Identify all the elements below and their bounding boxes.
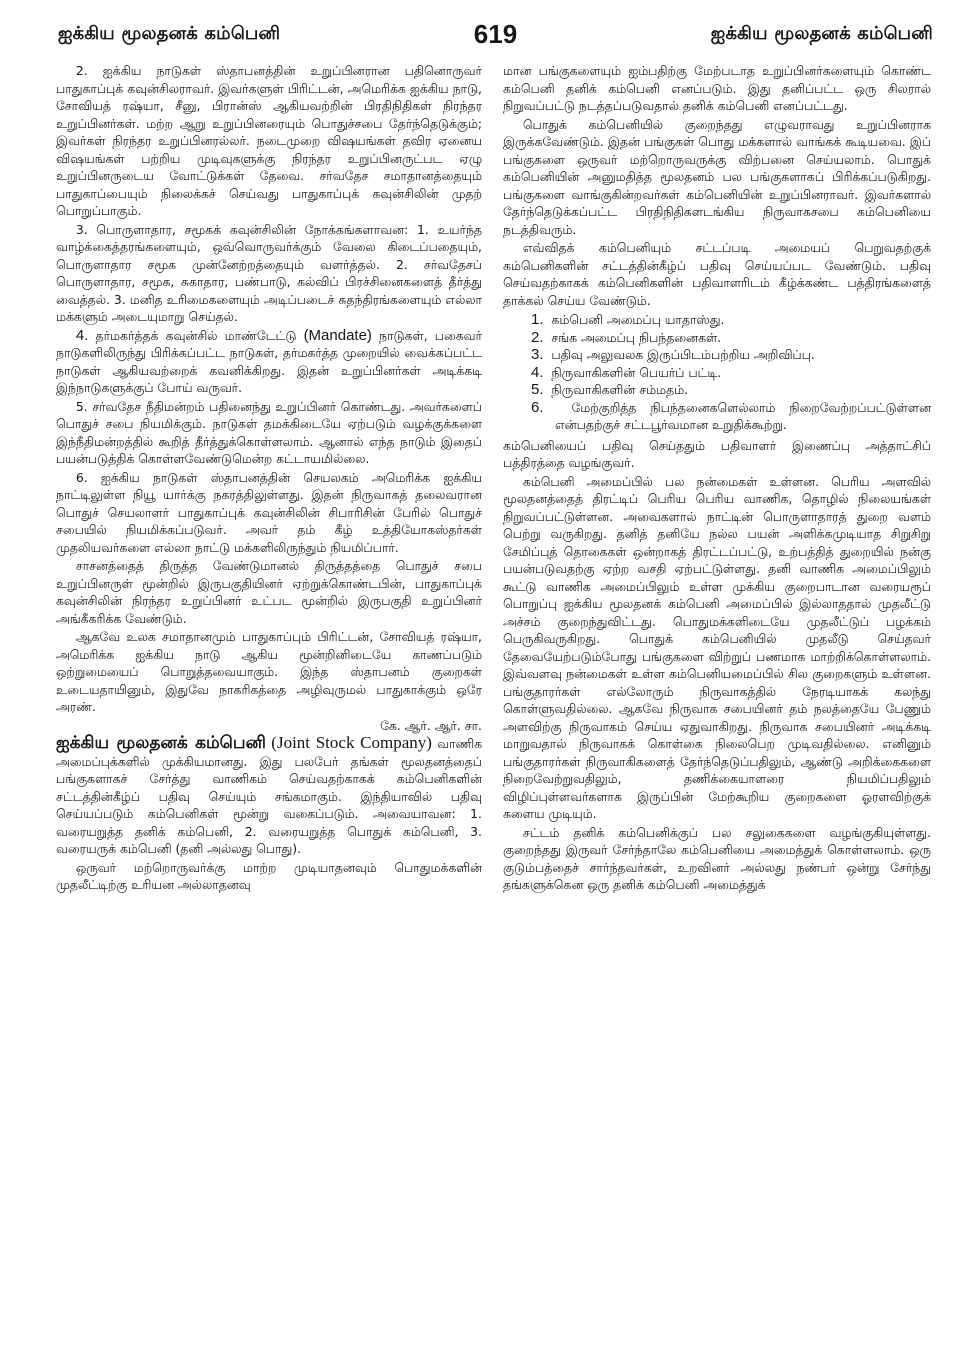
list-item [529,311,931,329]
entry-joint-stock-company [56,734,482,858]
running-title-left: ஐக்கிய மூலதனக் கம்பெனி [58,22,281,44]
list-text: நிருவாகிகளின் சம்மதம். [551,382,688,397]
paragraph-registration: எவ்விதக் கம்பெனியும் சட்டப்படி அமையப் பெறுவதற்குக் கம்பெனிகளின் சட்டத்தின்கீழ்ப் பதிவு செய்யப்பட வேண்டும். பதிவு செய்வதற்காகக் கம்பெனிகளின் பதிவாளரிடம் கீழ்க்கண்ட பத்திரங்களைத் தாக்கல் செய்ய வேண்டும். [503,240,931,308]
paragraph-certificate: கம்பெனியைப் பதிவு செய்ததும் பதிவாளர் இணைப்பு அத்தாட்சிப் பத்திரத்தை வழங்குவர். [503,437,931,470]
list-item [529,346,931,364]
paragraph-security-council: 2. ஐக்கிய நாடுகள் ஸ்தாபனத்தின் உறுப்பினரான பதினொருவர் பாதுகாப்புக் கவுன்சிலராவர். இவர்களுள் பிரிட்டன், அமெரிக்க ஐக்கிய நாடு, சோவியத் ரஷ்யா, சீனு, பிரான்ஸ் ஆகியவற்றின் பிரதிநிதிகள் நிரந்தர உறுப்பினர்கள். மற்ற ஆறு உறுப்பினரையும் பொதுச்சபை தேர்ந்தெடுக்கும்; இவர்கள் நிரந்தர உறுப்பினரல்லர். நடைமுறை விஷயங்கள் தவிர ஏனைய விஷயங்கள் பற்றிய முடிவுகளுக்கு நிரந்தர உறுப்பினருட்பட ஏழு உறுப்பினருடைய வோட்டுக்கள் தேவை. சர்வதேச சமாதானத்தையும் பாதுகாப்பையும் நிலைக்கச் செய்வது பாதுகாப்புக் கவுன்சிலின் முதற் பொறுப்பாகும். [56,63,482,218]
list-text: நிருவாகிகளின் பெயர்ப் பட்டி. [551,364,722,380]
entry-title-english: (Joint Stock Company) [271,733,432,752]
english-term: (Mandate) [303,326,372,344]
paragraph-text: தர்மகர்த்தக் கவுன்சில் மாண்டேட்டு [88,327,304,343]
entry-title: ஐக்கிய மூலதனக் கம்பெனி [56,733,266,753]
list-item [529,364,931,382]
paragraph-advantages: கம்பெனி அமைப்பில் பல நன்மைகள் உள்ளன. பெரிய அளவில் மூலதனத்தைத் திரட்டிப் பெரிய பெரிய வாணிக, தொழில் நிலையங்கள் நிறுவப்பட்டுள்ளன. அவைகளால் நாட்டின் பொருளாதாரத் துறை வளம் பெற்று வருகிறது. தனித் தனியே நல்ல பயன் அளிக்கமுடியாத சிறுசிறு சேமிப்புத் தொகைகள் ஒன்றாகத் திரட்டப்பட்டு, உற்பத்தித் துறையில் நன்கு பயன்படுவதற்கு ஏற்ற வசதி ஏற்பட்டுள்ளது. தனி வாணிக அமைப்பிலும் கூட்டு வாணிக அமைப்பிலும் உள்ள முக்கிய குறைபாடான வரையரூப் பொறுப்பு ஐக்கிய மூலதனக் கம்பெனி அமைப்பில் இல்லாததால் முதலீட்டு அச்சம் குறைந்துவிட்டது. பொதுமக்களிடையே முதலீட்டுப் பழக்கம் பெருகிவருகிறது. பொதுக் கம்பெனியில் முதலீடு செய்தவர் தேவையேற்படும்போது பங்குகளை விற்றுப் பணமாக மாற்றிக்கொள்ளலாம். இவ்வளவு நன்மைகள் உள்ள கம்பெனியமைப்பில் சில குறைகளும் உள்ளன. பங்குதாரர்கள் எல்லோரும் நிருவாகத்தில் நேரடியாகக் கலந்து கொள்ளுவதில்லை. ஆகவே நிருவாக சபையினர் தம் நலத்தையே பேணும் அளவிற்கு நிருவாகம் செய்ய ஏதுவாகிறது. நிருவாக சபையினர் அடிக்கடி மாறுவதால் நிருவாகக் கொள்கை நிலைபெற முடிவதில்லை. எனினும் பங்குதாரர்கள் நிருவாகிகளைத் தேர்ந்தெடுப்பதிலும், ஆண்டு அறிக்கைகளை நிறைவேற்றுவதிலும், தணிக்கையாளரை நியமிப்பதிலும் விழிப்புள்ளவர்களாக இருப்பின் மேற்கூறிய குறைகளை ஓரளவிற்குக் களைய முடியும். [503,473,931,821]
paragraph-charter-amendment: சாசனத்தைத் திருத்த வேண்டுமானல் திருத்தத்தை பொதுச் சபை உறுப்பினருள் மூன்றில் இருபகுதியினர் ஏற்றுக்கொண்டபின், பாதுகாப்புக் கவுன்சிலின் நிரந்தர உறுப்பினர் உட்பட மூன்றில் இருபகுதி உறுப்பினர் அங்கீகரிக்க வேண்டும். [56,558,482,626]
page-header [58,14,933,54]
list-number: 6. [531,398,544,416]
paragraph-trusteeship-council [56,327,482,397]
paragraph-economic-social-council: 3. பொருளாதார, சமூகக் கவுன்சிலின் நோக்கங்களாவன: 1. உயர்ந்த வாழ்க்கைத்தரங்களையும், ஒவ்வொருவர்க்கும் வேலை கிடைப்பதையும், பொருளாதார சமூக முன்னேற்றத்தையும் வளர்த்தல். 2. சர்வதேசப் பொருளாதார, சமூக, சுகாதார, பண்பாடு, கல்விப் பிரச்சினைகளைத் தீர்த்து வைத்தல். 3. மனித உரிமைகளையும் அடிப்படைச் சுதந்திரங்களையும் எல்லா மக்களும் அடையுமாறு செய்தல். [56,221,482,324]
paragraph-international-court: 5. சர்வதேச நீதிமன்றம் பதினைந்து உறுப்பினர் கொண்டது. அவர்களைப் பொதுச் சபை நியமிக்கும். நாடுகள் தமக்கிடையே ஏற்படும் வழக்குக்களை இந்நீதிமன்றத்தில் கூறித் தீர்த்துக்கொள்ளலாம். ஆனால் எந்த நாடும் இதைப் பயன்படுத்திக் கொள்ளவேண்டுமென்ற கட்டாயமில்லை. [56,398,482,466]
paragraph-private-company: ஒருவர் மற்றொருவர்க்கு மாற்ற முடியாதனவும் பொதுமக்களின் முதலீட்டிற்கு உரியன அல்லாதனவு [56,859,482,892]
registration-documents-list [503,311,931,434]
list-number: 3. [531,346,544,363]
list-text: சங்க அமைப்பு நிபந்தனைகள். [551,329,722,345]
right-column [503,62,931,1352]
paragraph-text: நாடுகள், பகைவர் நாடுகளிலிருந்து பிரிக்கப்பட்ட நாடுகள், தர்மகர்த்த முறையில் வைக்கப்பட்ட நாடுகள் ஆகியவற்றைக் கவனிக்கிறது. இதன் உறுப்பினர்கள் அடிக்கடி இந்நாடுகளுக்குப் போய் வருவர். [56,327,482,395]
paragraph-private-concessions: சட்டம் தனிக் கம்பெனிக்குப் பல சலுகைகளை வழங்குகியுள்ளது. குறைந்தது இருவர் சேர்ந்தாலே கம்பெனியை அமைத்துக் கொள்ளலாம். ஒரு குடும்பத்தைச் சார்ந்தவர்கள், உறவினர் அல்லது நண்பர் ஒன்று சேர்ந்து தங்களுக்கென ஒரு தனிக் கம்பெனி அமைத்துக் [503,824,931,892]
list-item [529,399,931,434]
page-number: 619 [473,18,518,49]
entry-intro-text: வாணிக அமைப்புக்களில் முக்கியமானது. இது பலபேர் தங்கள் மூலதனத்தைப் பங்குகளாகச் சேர்த்து வாணிகம் செய்வதற்காகக் கம்பெனிகளின் சட்டத்தின்கீழ்ப் பதிவு செய்யும் சங்கமாகும். இந்தியாவில் பதிவு செய்யப்படும் கம்பெனிகள் மூன்று வகைப்படும். அவையாவன: 1. வரையறுத்த தனிக் கம்பெனி, 2. வரையறுத்த பொதுக் கம்பெனி, 3. வரையருக் கம்பெனி (தனி அல்லது பொது). [56,736,482,856]
list-text: பதிவு அலுவலக இருப்பிடம்பற்றிய அறிவிப்பு. [551,347,815,362]
running-title-right: ஐக்கிய மூலதனக் கம்பெனி [710,22,933,44]
list-item [529,381,931,399]
list-number: 4. [531,363,544,381]
paragraph-number: 4. [75,326,89,344]
list-text: கம்பெனி அமைப்பு யாதாஸ்து. [551,312,725,327]
left-column [56,62,482,1352]
paragraph-public-company: பொதுக் கம்பெனியில் குறைந்தது எழுவராவது உறுப்பினராக இருக்கவேண்டும். இதன் பங்குகள் பொது மக்களால் வாங்கக் கூடியவை. இப் பங்குகளை ஒருவர் மற்றொருவருக்கு விற்பனை செய்யலாம். பொதுக் கம்பெனியின் அனுமதித்த மூலதனம் பல பங்குகளாகப் பிரிக்கப்படுகிறது. பங்குகளை வாங்குகின்றவர்கள் கம்பெனியின் உறுப்பினராவர். இவர்களால் தேர்ந்தெடுக்கப்பட்ட பிரதிநிதிகளடங்கிய நிருவாகசபை கம்பெனியை நடத்திவரும். [503,116,931,237]
list-number: 2. [531,328,544,346]
author-signature: கே. ஆர். ஆர். சா. [380,717,482,733]
paragraph-secretariat: 6. ஐக்கிய நாடுகள் ஸ்தாபனத்தின் செயலகம் அமெரிக்க ஐக்கிய நாட்டிலுள்ள நியூ யார்க்கு நகரத்திலுள்ளது. இதன் நிருவாகத் தலைவரான பொதுச் செயலாளர் பாதுகாப்புக் கவுன்சிலின் சிபாரிசின் பேரில் பொதுச் சபையில் நியமிக்கப்படுவர். அவர் தம் கீழ் உத்தியோகஸ்தர்கள் முதலியவர்களை எல்லா நாட்டு மக்களிலிருந்தும் நியமிப்பார். [56,469,482,555]
list-number: 5. [531,381,544,398]
list-text: மேற்குறித்த நிபந்தனைகளெல்லாம் நிறைவேற்றப்பட்டுள்ளன என்பதற்குச் சட்டபூர்வமான உறுதிக்கூற்று. [555,399,931,432]
list-item [529,329,931,347]
list-number: 1. [531,311,544,328]
paragraph-private-company-cont: மான பங்குகளையும் ஐம்பதிற்கு மேற்படாத உறுப்பினர்களையும் கொண்ட கம்பெனி தனிக் கம்பெனி எனப்படும். இது தனிப்பட்ட ஒரு சிலரால் நிறுவப்பட்டு நடத்தப்படுவதால் தனிக் கம்பெனி எனப்பட்டது. [503,63,931,113]
paragraph-conclusion: ஆகவே உலக சமாதானமும் பாதுகாப்பும் பிரிட்டன், சோவியத் ரஷ்யா, அமெரிக்க ஐக்கிய நாடு ஆகிய மூன்றினிடையே காணப்படும் ஒற்றுமையைப் பொறுத்தவையாகும். இந்த ஸ்தாபனம் குறைகள் உடையதாயினும், இதுவே நாகரிகத்தை அழிவுருமல் பாதுகாக்கும் ஒரே அரண். [56,629,482,714]
